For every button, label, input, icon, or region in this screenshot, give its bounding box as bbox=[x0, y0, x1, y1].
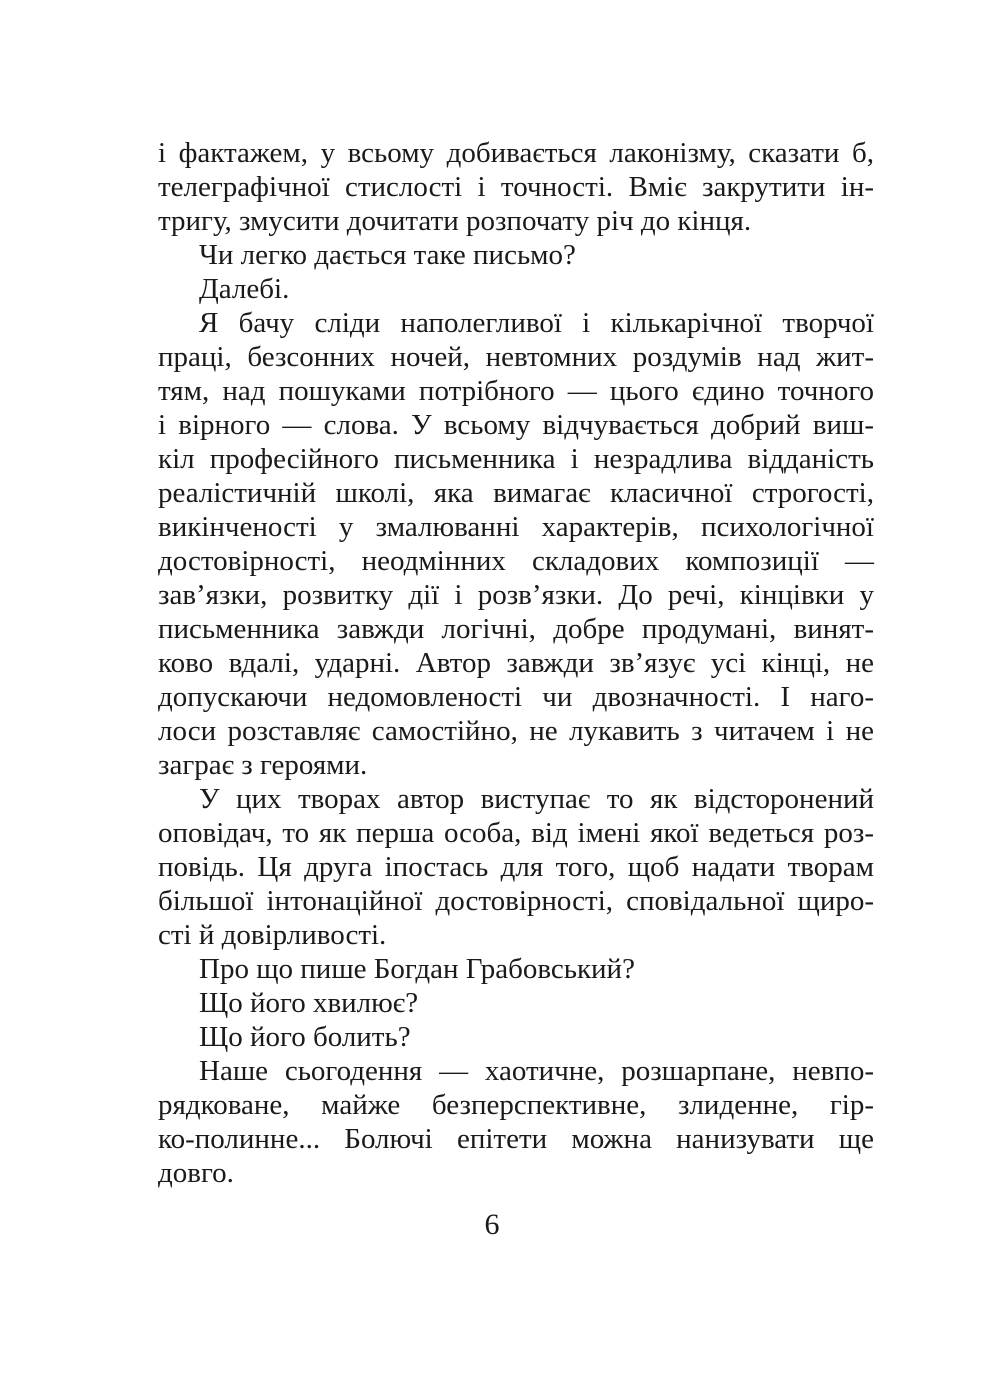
text-line: і фактажем, у всьому добивається лаконізму, сказати б, bbox=[158, 137, 874, 169]
text-line: лоси розставляє самостійно, не лукавить з читачем і не bbox=[158, 715, 874, 747]
text-line: оповідач, то як перша особа, від імені якої ведеться роз- bbox=[158, 817, 874, 849]
text-line: тям, над пошуками потрібного — цього єдино точного bbox=[158, 375, 874, 407]
text-line: ково вдалі, ударні. Автор завжди зв’язує усі кінці, не bbox=[158, 647, 874, 679]
text-line: Я бачу сліди наполегливої і кількарічної творчої bbox=[199, 307, 874, 339]
page-number: 6 bbox=[484, 1208, 500, 1241]
text-line: заграє з героями. bbox=[158, 749, 368, 781]
text-line: Що його болить? bbox=[199, 1021, 411, 1053]
text-line: довго. bbox=[158, 1157, 234, 1189]
text-line: ко-полинне... Болючі епітети можна нанизувати ще bbox=[158, 1123, 874, 1155]
text-line: сті й довірливості. bbox=[158, 919, 387, 951]
text-line: Про що пише Богдан Грабовський? bbox=[199, 953, 635, 985]
text-line: рядковане, майже безперспективне, злиденне, гір- bbox=[158, 1089, 874, 1121]
text-line: письменника завжди логічні, добре продумані, винят- bbox=[158, 613, 874, 645]
text-line: більшої інтонаційної достовірності, сповідальної щиро- bbox=[158, 885, 874, 917]
text-line: праці, безсонних ночей, невтомних роздумів над жит- bbox=[158, 341, 874, 373]
text-line: телеграфічної стислості і точності. Вміє закрутити ін- bbox=[158, 171, 874, 203]
text-line: повідь. Ця друга іпостась для того, щоб надати творам bbox=[158, 851, 874, 883]
text-line: кіл професійного письменника і незрадлива відданість bbox=[158, 443, 874, 475]
text-line: і вірного — слова. У всьому відчувається добрий виш- bbox=[158, 409, 874, 441]
text-line: тригу, змусити дочитати розпочату річ до кінця. bbox=[158, 205, 752, 237]
text-line: У цих творах автор виступає то як відсторонений bbox=[199, 783, 874, 815]
text-line: Наше сьогодення — хаотичне, розшарпане, невпо- bbox=[199, 1055, 874, 1087]
text-line: Чи легко дається таке письмо? bbox=[199, 239, 576, 271]
text-line: Що його хвилює? bbox=[199, 987, 419, 1019]
body-text bbox=[158, 136, 874, 1190]
text-line: викінченості у змалюванні характерів, психологічної bbox=[158, 511, 874, 543]
text-line: допускаючи недомовленості чи двозначності. І наго- bbox=[158, 681, 874, 713]
text-line: достовірності, неодмінних складових композиції — bbox=[158, 545, 874, 577]
text-line: реалістичній школі, яка вимагає класичної строгості, bbox=[158, 477, 874, 509]
text-line: зав’язки, розвитку дії і розв’язки. До речі, кінцівки у bbox=[158, 579, 874, 611]
text-line: Далебі. bbox=[199, 273, 290, 305]
